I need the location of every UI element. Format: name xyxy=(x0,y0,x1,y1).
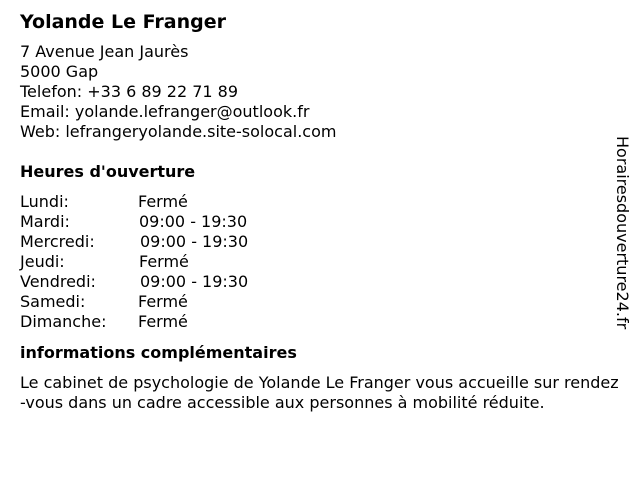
hours-value: Fermé xyxy=(138,312,188,331)
hours-row-wednesday xyxy=(20,232,620,252)
web-line: Web: lefrangeryolande.site-solocal.com xyxy=(20,122,337,141)
hours-value: 09:00 - 19:30 xyxy=(140,272,249,291)
hours-row-tuesday xyxy=(20,212,620,232)
phone-line: Telefon: +33 6 89 22 71 89 xyxy=(20,82,239,101)
address-city: 5000 Gap xyxy=(20,62,99,81)
email-line: Email: yolande.lefranger@outlook.fr xyxy=(20,102,310,121)
hours-value: 09:00 - 19:30 xyxy=(140,232,249,251)
hours-value: Fermé xyxy=(138,292,188,311)
hours-value: Fermé xyxy=(138,192,188,211)
info-heading: informations complémentaires xyxy=(20,343,297,362)
info-description: Le cabinet de psychologie de Yolande Le Franger vous accueille sur rendez-vous dans un cadre accessible aux personnes à mobilité réduite. xyxy=(20,373,619,412)
address-street: 7 Avenue Jean Jaurès xyxy=(20,42,189,61)
hours-heading: Heures d'ouverture xyxy=(20,162,196,181)
hours-row-saturday xyxy=(20,292,620,312)
day-label: Dimanche: xyxy=(20,312,107,331)
hours-row-friday xyxy=(20,272,620,292)
day-label: Mardi: xyxy=(20,212,70,231)
site-watermark: Horairesdouverture24.fr xyxy=(613,136,632,330)
business-name: Yolande Le Franger xyxy=(20,11,226,33)
hours-row-sunday xyxy=(20,312,620,332)
hours-table xyxy=(20,192,620,332)
contact-block xyxy=(20,42,620,142)
business-card xyxy=(20,8,620,413)
day-label: Mercredi: xyxy=(20,232,95,251)
day-label: Lundi: xyxy=(20,192,69,211)
hours-value: Fermé xyxy=(139,252,189,271)
hours-row-thursday xyxy=(20,252,620,272)
day-label: Samedi: xyxy=(20,292,86,311)
day-label: Jeudi: xyxy=(20,252,65,271)
hours-row-monday xyxy=(20,192,620,212)
day-label: Vendredi: xyxy=(20,272,96,291)
hours-value: 09:00 - 19:30 xyxy=(139,212,248,231)
